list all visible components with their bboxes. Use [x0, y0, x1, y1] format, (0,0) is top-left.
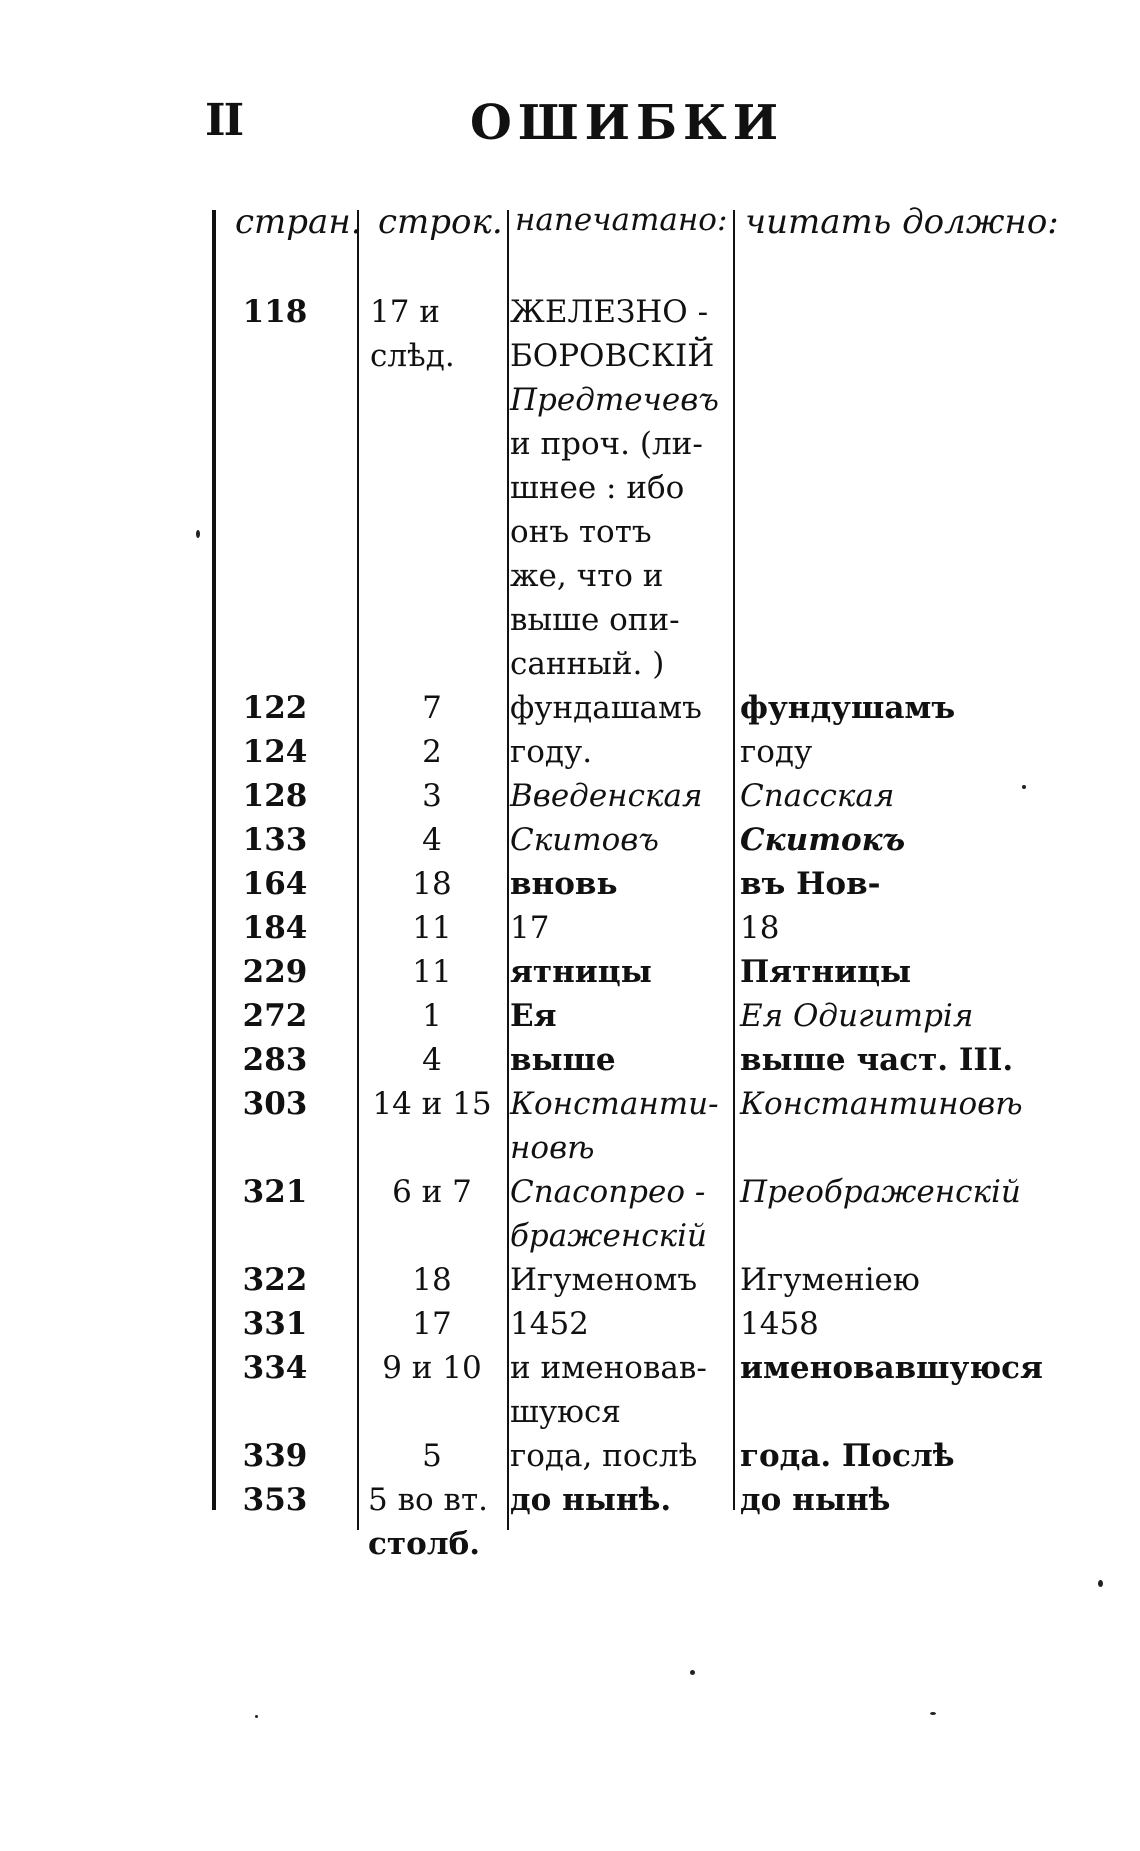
line-cell: 11	[412, 910, 452, 946]
should-read-cell: до нынѣ	[740, 1482, 891, 1518]
page-cell: 322	[242, 1262, 308, 1298]
page-cell: 118	[242, 294, 308, 330]
page-cell: 334	[242, 1350, 308, 1386]
column-header-page: стран.	[235, 202, 362, 242]
page-cell: 229	[242, 954, 308, 990]
printed-line: ЖЕЛЕЗНО -	[510, 294, 709, 330]
page-cell: 128	[242, 778, 308, 814]
line-cell: 3	[422, 778, 442, 814]
page-number: II	[205, 95, 243, 146]
table-row	[210, 1478, 1080, 1566]
line-cell	[370, 290, 510, 378]
should-read-cell: выше част. III.	[740, 1042, 1014, 1078]
should-read-cell: именовавшуюся	[740, 1350, 1043, 1386]
page-cell: 283	[242, 1042, 308, 1078]
page-title: ОШИБКИ	[470, 95, 785, 151]
scan-speck	[196, 530, 200, 538]
printed-cell: до нынѣ.	[510, 1482, 672, 1518]
printed-cell	[510, 1346, 732, 1434]
should-read-cell: году	[740, 734, 813, 770]
line-cell: 7	[422, 690, 442, 726]
printed-line: шуюся	[510, 1394, 621, 1430]
printed-line: Предтечевъ	[510, 382, 719, 418]
line-cell: 4	[422, 822, 442, 858]
should-read-cell: 18	[740, 910, 780, 946]
printed-cell: вновь	[510, 866, 618, 902]
should-read-cell: Игуменіею	[740, 1262, 920, 1298]
line-cell: 18	[412, 866, 452, 902]
printed-cell: Игуменомъ	[510, 1262, 698, 1298]
errata-table	[210, 190, 1080, 1560]
printed-cell: года, послѣ	[510, 1438, 698, 1474]
scan-speck	[930, 1712, 936, 1715]
should-read-cell: Константиновѣ	[740, 1086, 1023, 1122]
scan-speck	[690, 1670, 695, 1675]
line-cell: 2	[422, 734, 442, 770]
should-read-cell: фундушамъ	[740, 690, 956, 726]
printed-line: Спасопрео -	[510, 1174, 706, 1210]
line-cell: 18	[412, 1262, 452, 1298]
page-cell: 353	[242, 1482, 308, 1518]
printed-cell: выше	[510, 1042, 616, 1078]
table-row	[210, 290, 1080, 690]
page-cell: 339	[242, 1438, 308, 1474]
page-cell: 331	[242, 1306, 308, 1342]
printed-cell	[510, 290, 732, 686]
page-cell: 122	[242, 690, 308, 726]
printed-cell: 17	[510, 910, 550, 946]
scan-speck	[255, 1715, 258, 1718]
should-read-cell: Преображенскій	[740, 1174, 1021, 1210]
page-cell: 124	[242, 734, 308, 770]
line-cell-text-cont: слѣд.	[370, 338, 455, 374]
page-cell: 164	[242, 866, 308, 902]
printed-cell: фундашамъ	[510, 690, 702, 726]
page-cell: 133	[242, 822, 308, 858]
line-cell: 4	[422, 1042, 442, 1078]
page-cell: 184	[242, 910, 308, 946]
should-read-cell: въ Нов-	[740, 866, 881, 902]
printed-line: новѣ	[510, 1130, 595, 1166]
should-read-cell: 1458	[740, 1306, 819, 1342]
column-header-printed: напечатано:	[515, 202, 728, 238]
line-cell-text: 5 во вт.	[368, 1482, 489, 1518]
printed-cell	[510, 1082, 732, 1170]
printed-line: Константи-	[510, 1086, 719, 1122]
line-cell: 1	[422, 998, 442, 1034]
printed-cell: ятницы	[510, 954, 652, 990]
page-cell: 321	[242, 1174, 308, 1210]
line-cell: 6 и 7	[392, 1174, 472, 1210]
printed-line: браженскій	[510, 1218, 708, 1254]
line-cell	[368, 1478, 508, 1566]
scan-speck	[1022, 785, 1026, 789]
line-cell: 5	[422, 1438, 442, 1474]
line-cell-text-cont: столб.	[368, 1526, 481, 1562]
printed-cell	[510, 1170, 732, 1258]
line-cell: 14 и 15	[372, 1086, 492, 1122]
should-read-cell: года. Послѣ	[740, 1438, 955, 1474]
table-row	[210, 1082, 1080, 1170]
should-read-cell: Скитокъ	[740, 822, 906, 858]
printed-line: же, что и	[510, 558, 664, 594]
scan-speck	[1098, 1580, 1103, 1587]
printed-cell: 1452	[510, 1306, 589, 1342]
table-row	[210, 1170, 1080, 1258]
printed-line: шнее : ибо	[510, 470, 685, 506]
column-header-line: строк.	[378, 202, 503, 242]
printed-cell: Ея	[510, 998, 557, 1034]
page-cell: 272	[242, 998, 308, 1034]
line-cell: 17	[412, 1306, 452, 1342]
printed-line: санный. )	[510, 646, 665, 682]
line-cell: 11	[412, 954, 452, 990]
printed-line: и проч. (ли-	[510, 426, 703, 462]
should-read-cell: Ея Одигитрія	[740, 998, 974, 1034]
printed-cell: Скитовъ	[510, 822, 659, 858]
line-cell-text: 17 и	[370, 294, 440, 330]
line-cell: 9 и 10	[382, 1350, 482, 1386]
table-row	[210, 1346, 1080, 1434]
page-cell: 303	[242, 1086, 308, 1122]
printed-cell: Введенская	[510, 778, 703, 814]
printed-line: и именовав-	[510, 1350, 707, 1386]
printed-line: БОРОВСКІЙ	[510, 338, 715, 374]
printed-line: выше опи-	[510, 602, 680, 638]
printed-cell: году.	[510, 734, 593, 770]
should-read-cell: Спасская	[740, 778, 895, 814]
column-header-should-read: читать должно:	[745, 202, 1059, 242]
should-read-cell: Пятницы	[740, 954, 912, 990]
printed-line: онъ тотъ	[510, 514, 652, 550]
